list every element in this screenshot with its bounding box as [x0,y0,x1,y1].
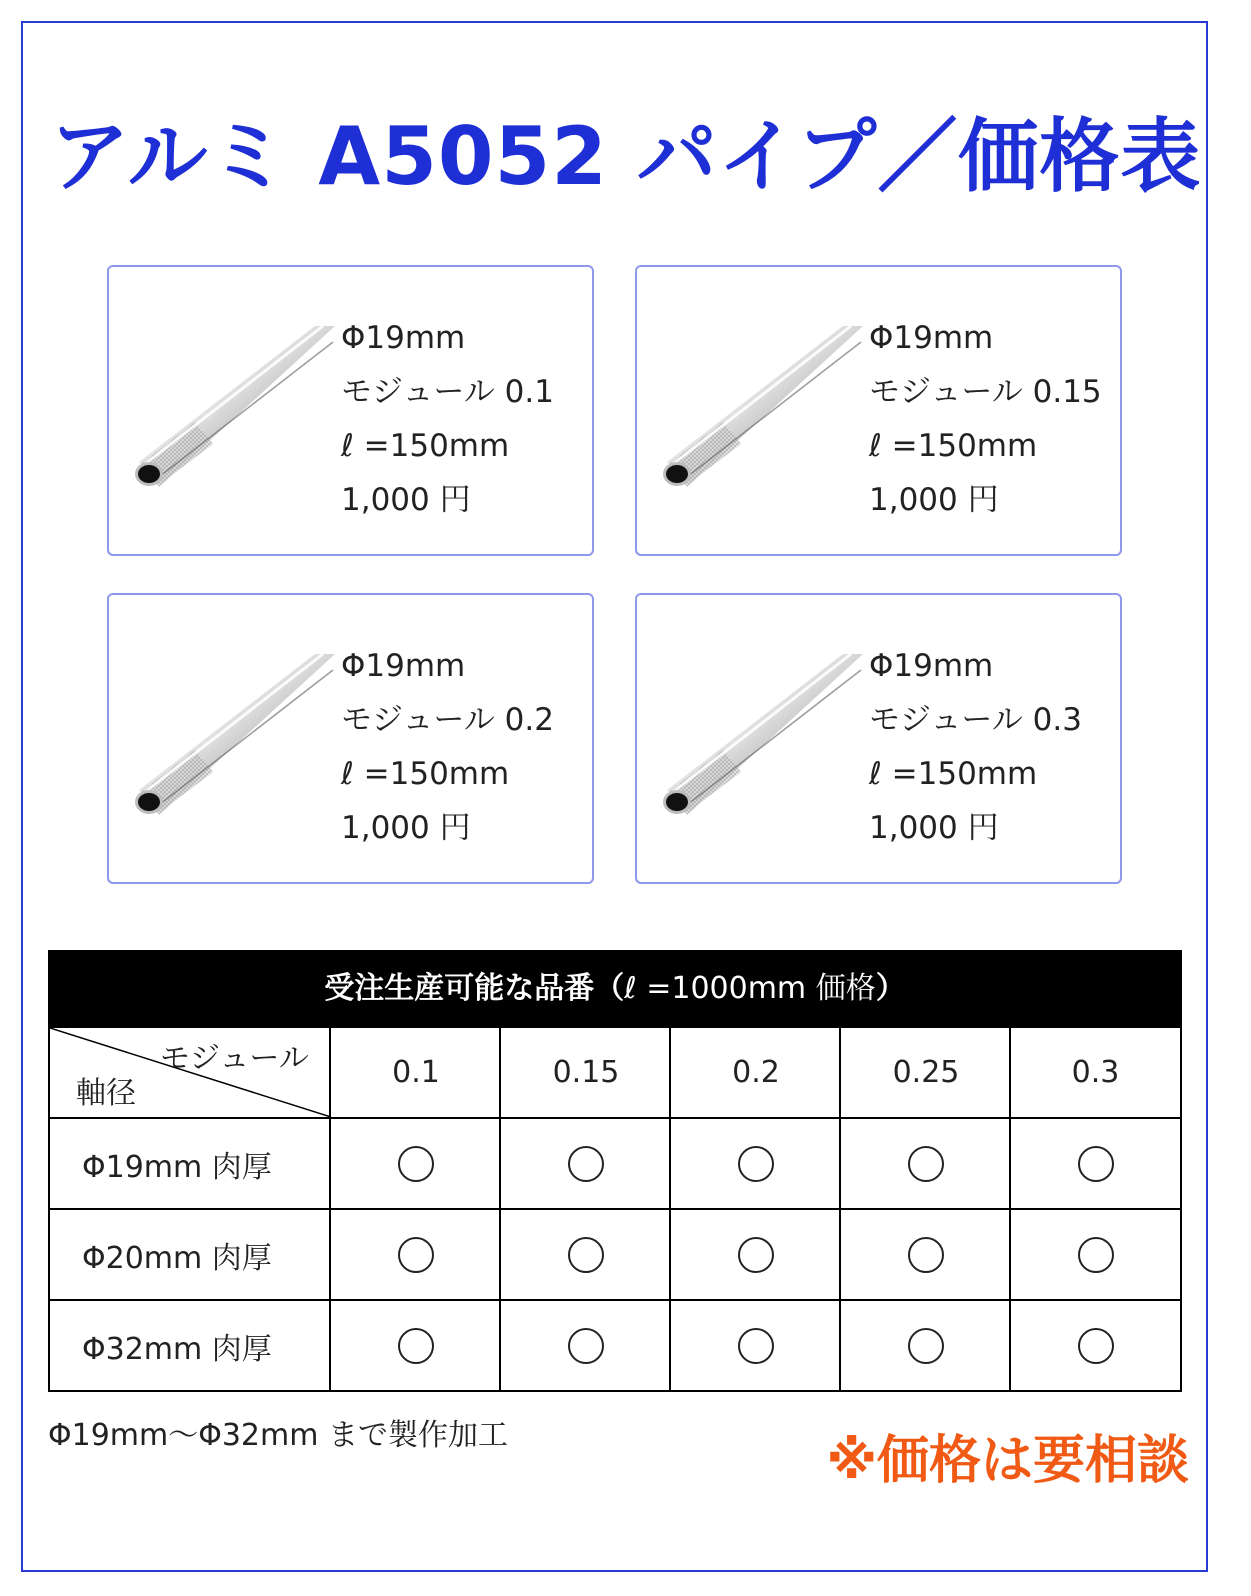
product-card [107,265,594,556]
column-header: 0.2 [732,1055,780,1090]
availability-mark [501,1301,671,1390]
circle-icon [398,1237,434,1273]
circle-icon [738,1328,774,1364]
circle-icon [738,1237,774,1273]
availability-mark [841,1301,1011,1390]
corner-diameter-label: 軸径 [76,1076,136,1111]
circle-icon [1078,1237,1114,1273]
product-length: ℓ =150mm [341,756,510,792]
circle-icon [908,1328,944,1364]
column-header: 0.25 [892,1055,960,1090]
price-consult-warning: ※価格は要相談 [826,1431,1189,1491]
circle-icon [398,1328,434,1364]
availability-mark [671,1301,841,1390]
product-price: 1,000 円 [869,810,999,846]
product-price: 1,000 円 [341,810,471,846]
circle-icon [908,1237,944,1273]
page-title: アルミ A5052 パイプ／価格表 [49,110,1202,203]
product-diameter: Φ19mm [869,320,994,356]
product-module: モジュール 0.3 [869,702,1082,738]
circle-icon [568,1237,604,1273]
product-module: モジュール 0.15 [869,374,1102,410]
availability-mark [1011,1119,1180,1208]
product-length: ℓ =150mm [869,756,1038,792]
aluminum-pipe-image [135,322,335,487]
availability-mark [501,1119,671,1208]
circle-icon [1078,1328,1114,1364]
table-heading-main: 受注生産可能な品番（ [324,971,625,1006]
product-card [635,265,1122,556]
column-divider [669,1028,671,1390]
row-label: Φ19mm 肉厚 [82,1149,272,1185]
circle-icon [738,1146,774,1182]
circle-icon [1078,1146,1114,1182]
product-diameter: Φ19mm [341,320,466,356]
aluminum-pipe-image [663,650,863,815]
aluminum-pipe-image [663,322,863,487]
column-header: 0.3 [1071,1055,1120,1090]
corner-module-label: モジュール [160,1041,309,1076]
product-card [107,593,594,884]
row-label: Φ20mm 肉厚 [82,1240,272,1276]
aluminum-pipe-image [135,650,335,815]
corner-cell [50,1028,331,1117]
column-header: 0.1 [392,1055,440,1090]
table-heading-length: ℓ =1000mm 価格 [624,971,876,1006]
availability-mark [671,1210,841,1299]
production-note: Φ19mm〜Φ32mm まで製作加工 [48,1418,509,1453]
column-divider [839,1028,841,1390]
column-header: 0.15 [552,1055,620,1090]
product-module: モジュール 0.1 [341,374,554,410]
product-diameter: Φ19mm [341,648,466,684]
availability-mark [331,1119,501,1208]
product-length: ℓ =150mm [869,428,1038,464]
availability-mark [331,1301,501,1390]
circle-icon [568,1146,604,1182]
column-divider [1009,1028,1011,1390]
circle-icon [568,1328,604,1364]
product-length: ℓ =150mm [341,428,510,464]
availability-mark [331,1210,501,1299]
circle-icon [908,1146,944,1182]
availability-mark [501,1210,671,1299]
availability-mark [671,1119,841,1208]
availability-mark [1011,1210,1180,1299]
table-grid [48,1028,1182,1392]
availability-mark [841,1210,1011,1299]
table-heading [48,950,1182,1028]
availability-table [48,950,1182,1392]
availability-mark [841,1119,1011,1208]
product-diameter: Φ19mm [869,648,994,684]
row-label: Φ32mm 肉厚 [82,1331,272,1367]
circle-icon [398,1146,434,1182]
column-divider [499,1028,501,1390]
column-divider [329,1028,331,1390]
product-module: モジュール 0.2 [341,702,554,738]
product-price: 1,000 円 [341,482,471,518]
product-card [635,593,1122,884]
availability-mark [1011,1301,1180,1390]
product-price: 1,000 円 [869,482,999,518]
table-heading-close: ） [875,971,906,1006]
